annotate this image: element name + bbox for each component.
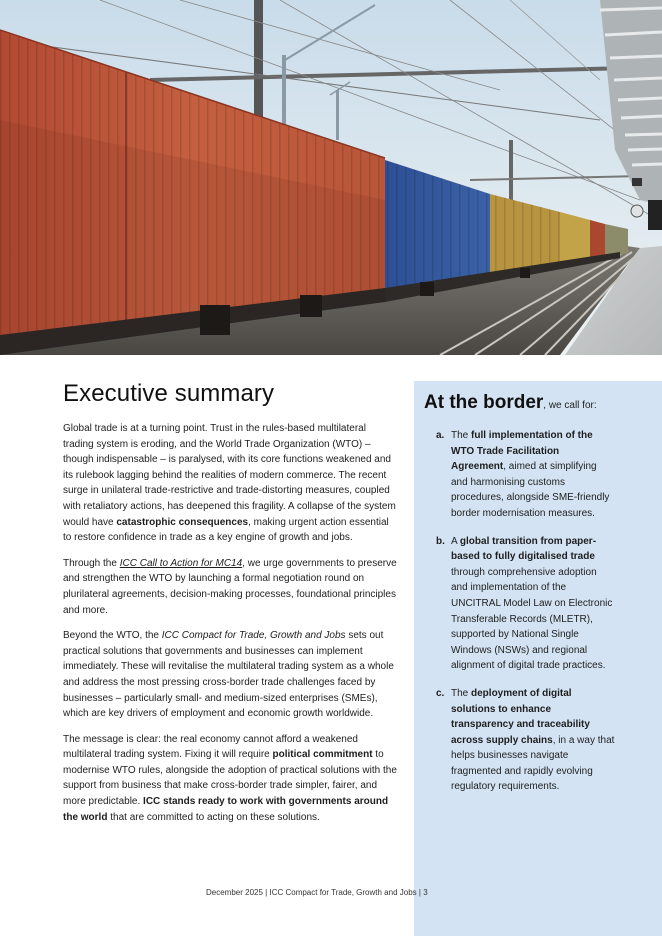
- panel-heading-bold: At the border: [424, 392, 544, 413]
- footer-separator: |: [418, 888, 421, 897]
- text: through comprehensive adoption and implementation of the UNCITRAL Model Law on Electronic Transferable Records (MLETR), supported by National Single Windows (NSWs) and regional alignment of digital trade practices.: [451, 566, 613, 672]
- freight-train-photo-icon: [0, 0, 662, 355]
- list-item: [436, 686, 616, 795]
- text: The: [451, 687, 472, 699]
- hero-photo: [0, 0, 662, 355]
- list-item: [436, 534, 616, 674]
- page-footer: [206, 888, 428, 897]
- emphasis: deployment of digital solutions to enhance transparency and traceability across supply chains: [451, 687, 590, 746]
- panel-heading: [424, 392, 597, 414]
- emphasis: full implementation of the WTO Trade Facilitation Agreement: [451, 430, 593, 473]
- text: Through the: [63, 557, 120, 569]
- paragraph-2: [63, 556, 397, 618]
- emphasis: global transition from paper-based to fully digitalised trade: [451, 535, 597, 563]
- text: that are committed to acting on these solutions.: [107, 811, 320, 823]
- footer-date: December 2025: [206, 888, 263, 897]
- list-item-text: [451, 428, 616, 522]
- text: to modernise WTO rules, alongside the adoption of practical solutions with the support from business that make cross-border trade simpler, fairer, and more predictable.: [63, 749, 397, 808]
- at-the-border-panel: [414, 381, 662, 936]
- call-list: [436, 428, 616, 807]
- executive-summary-section: [63, 380, 397, 835]
- paragraph-4: [63, 732, 397, 826]
- text: , we urge governments to preserve and strengthen the WTO by launching a formal negotiation round on plurilateral agreements, decision-making processes, foundational principles and more.: [63, 557, 397, 616]
- text: , aimed at simplifying and harmonising customs procedures, alongside SME-friendly border modernisation measures.: [451, 461, 610, 519]
- text: Beyond the WTO, the: [63, 630, 162, 642]
- text: The message is clear: the real economy cannot afford a weakened multilateral trading system. Fixing it will require: [63, 733, 358, 761]
- text: , making urgent action essential to restore confidence in trade as a key engine of growth and jobs.: [63, 516, 389, 544]
- footer-separator: |: [265, 888, 268, 897]
- list-marker: a.: [436, 430, 445, 441]
- list-item-text: [451, 534, 616, 674]
- text: sets out practical solutions that governments and businesses can implement immediately. These will revitalise the multilateral trading system as a whole and address the most pressing cross-border trade challenges faced by businesses – particularly small- and medium-sized enterprises (SMEs), which are key drivers of employment and economic growth worldwide.: [63, 630, 394, 720]
- icc-call-to-action-link[interactable]: ICC Call to Action for MC14: [119, 557, 243, 569]
- publication-title: ICC Compact for Trade, Growth and Jobs: [161, 630, 346, 642]
- footer-publication: ICC Compact for Trade, Growth and Jobs: [269, 888, 417, 897]
- page-title: Executive summary: [63, 380, 275, 407]
- emphasis: catastrophic consequences: [116, 516, 249, 528]
- text: Global trade is at a turning point. Trust in the rules-based multilateral trading system is eroding, and the World Trade Organization (WTO) – though indispensable – is paralysed, with its core functions weakened and its rulebook lagging behind the realities of modern commerce. The recent surge in unilateral trade-restrictive and trade-distorting measures, coupled with retaliatory actions, has deepened this fragility. A collapse of the system would have: [63, 423, 396, 528]
- page-number: 3: [423, 888, 428, 897]
- text: The: [451, 430, 472, 441]
- text: A: [451, 535, 460, 547]
- list-item-text: [451, 686, 616, 795]
- list-marker: c.: [436, 687, 445, 699]
- text: , in a way that helps businesses navigate fragmented and rapidly evolving regulatory requirements.: [451, 734, 615, 793]
- emphasis: ICC stands ready to work with governments around the world: [63, 796, 389, 823]
- panel-heading-tail: , we call for:: [543, 400, 597, 411]
- list-marker: b.: [436, 535, 445, 547]
- emphasis: political commitment: [272, 749, 373, 761]
- paragraph-3: [63, 628, 397, 722]
- list-item: [436, 428, 616, 522]
- paragraph-1: [63, 421, 397, 546]
